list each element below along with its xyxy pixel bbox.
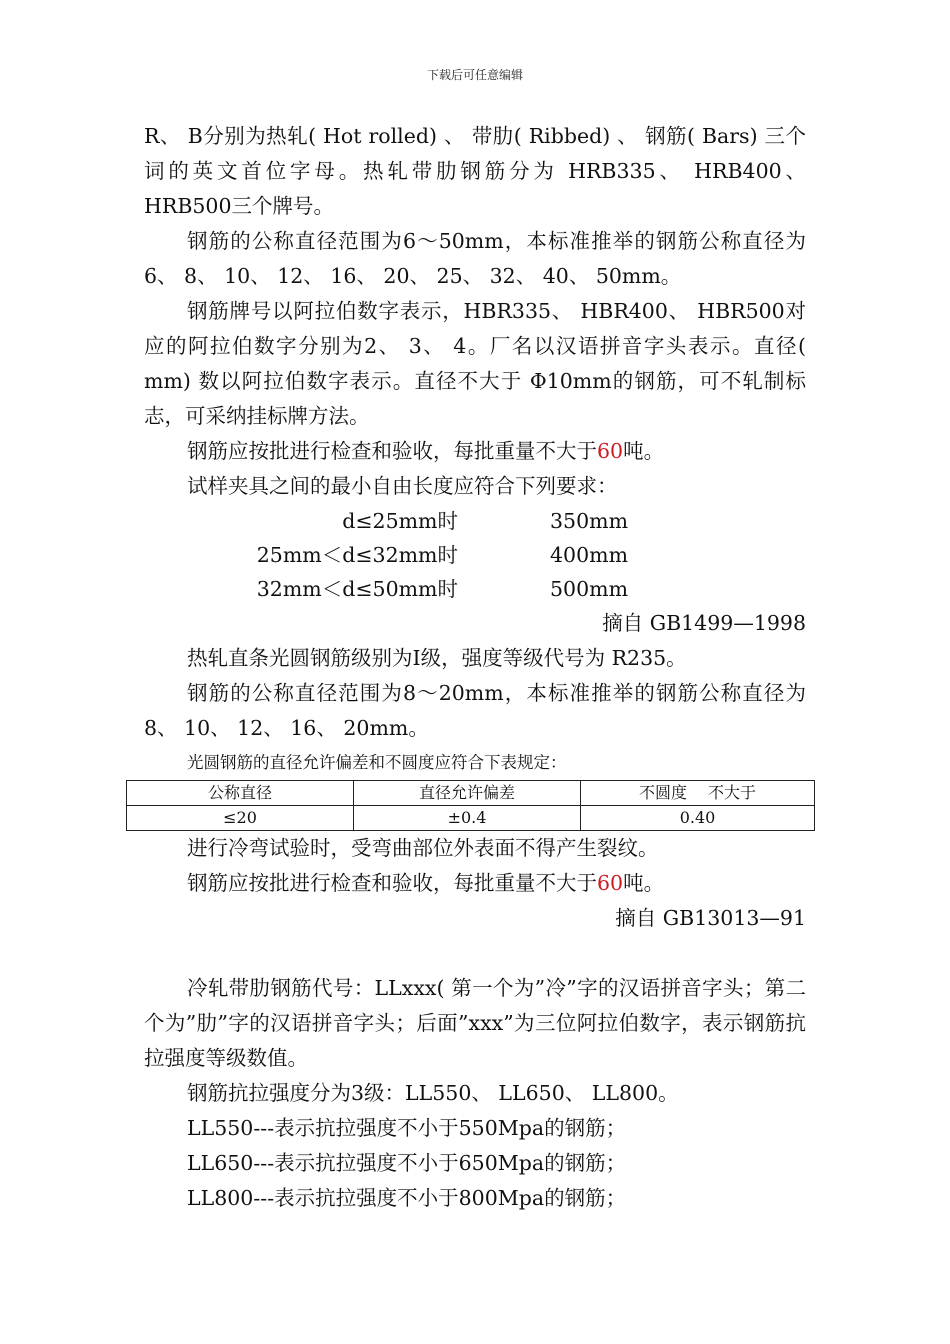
requirement-value: 500mm xyxy=(550,577,629,601)
deviation-table xyxy=(126,780,815,831)
paragraph-free-length: 试样夹具之间的最小自由长度应符合下列要求： xyxy=(187,474,618,498)
paragraph-ll650: LL650---表示抗拉强度不小于650Mpa的钢筋； xyxy=(187,1151,627,1175)
paragraph-plain-bar-diameter: 钢筋的公称直径范围为8～20mm，本标准推举的钢筋公称直径为8、 10、 12、 16、 20mm。 xyxy=(144,681,806,740)
table-header-cell: 不圆度 不大于 xyxy=(581,781,815,806)
paragraph-batch-weight-2 xyxy=(144,866,806,901)
batch-text: 钢筋应按批进行检查和验收，每批重量不大于 xyxy=(187,439,597,463)
free-length-requirements xyxy=(144,504,806,606)
paragraph-cold-rolled-code: 冷轧带肋钢筋代号：LLxxx( 第一个为”冷”字的汉语拼音字头；第二个为”肋”字的汉语拼音字头；后面”xxx”为三位阿拉伯数字，表示钢筋抗拉强度等级数值。 xyxy=(144,976,806,1070)
table-caption: 光圆钢筋的直径允许偏差和不圆度应符合下表规定： xyxy=(187,753,567,772)
requirement-value: 400mm xyxy=(550,543,629,567)
paragraph-plain-bar-grade: 热轧直条光圆钢筋级别为Ⅰ级，强度等级代号为 R235。 xyxy=(187,646,687,670)
blank-line xyxy=(144,936,806,971)
requirement-condition: d≤25mm时 xyxy=(342,509,458,533)
paragraph-ll550: LL550---表示抗拉强度不小于550Mpa的钢筋； xyxy=(187,1116,627,1140)
requirement-row xyxy=(144,538,806,572)
table-cell: ±0.4 xyxy=(354,806,581,831)
table-row xyxy=(127,806,815,831)
requirement-condition: 32mm＜d≤50mm时 xyxy=(256,577,458,601)
requirement-value: 350mm xyxy=(550,509,629,533)
paragraph-batch-weight xyxy=(144,434,806,469)
table-header-row xyxy=(127,781,815,806)
table-header-cell: 直径允许偏差 xyxy=(354,781,581,806)
requirement-row xyxy=(144,572,806,606)
batch-unit: 吨。 xyxy=(623,439,665,463)
paragraph-marking: 钢筋牌号以阿拉伯数字表示，HBR335、 HBR400、 HBR500对应的阿拉伯数字分别为2、 3、 4。厂名以汉语拼音字头表示。直径( mm) 数以阿拉伯数字表示。直径不大于 Φ10mm的钢筋，可不轧制标志，可采纳挂标牌方法。 xyxy=(144,299,806,428)
document-body xyxy=(144,119,806,1216)
batch-weight-value: 60 xyxy=(597,439,624,463)
paragraph-hrb-definition: R、 B分别为热轧( Hot rolled) 、 带肋( Ribbed) 、 钢筋( Bars) 三个词的英文首位字母。热轧带肋钢筋分为 HRB335、 HRB400、 HRB500三个牌号。 xyxy=(144,124,806,218)
requirement-row xyxy=(144,504,806,538)
paragraph-nominal-diameter: 钢筋的公称直径范围为6～50mm，本标准推举的钢筋公称直径为6、 8、 10、 12、 16、 20、 25、 32、 40、 50mm。 xyxy=(144,229,806,288)
table-cell: 0.40 xyxy=(581,806,815,831)
page-header: 下载后可任意编辑 xyxy=(426,68,523,82)
requirement-condition: 25mm＜d≤32mm时 xyxy=(256,543,458,567)
source-citation-gb13013: 摘自 GB13013—91 xyxy=(615,906,806,930)
table-cell: ≤20 xyxy=(127,806,354,831)
batch-text: 钢筋应按批进行检查和验收，每批重量不大于 xyxy=(187,871,597,895)
paragraph-cold-bend: 进行冷弯试验时，受弯曲部位外表面不得产生裂纹。 xyxy=(187,836,659,860)
paragraph-strength-grades: 钢筋抗拉强度分为3级：LL550、 LL650、 LL800。 xyxy=(187,1081,679,1105)
paragraph-ll800: LL800---表示抗拉强度不小于800Mpa的钢筋； xyxy=(187,1186,627,1210)
source-citation-gb1499: 摘自 GB1499—1998 xyxy=(602,611,806,635)
table-header-cell: 公称直径 xyxy=(127,781,354,806)
batch-unit: 吨。 xyxy=(623,871,665,895)
batch-weight-value: 60 xyxy=(597,871,624,895)
